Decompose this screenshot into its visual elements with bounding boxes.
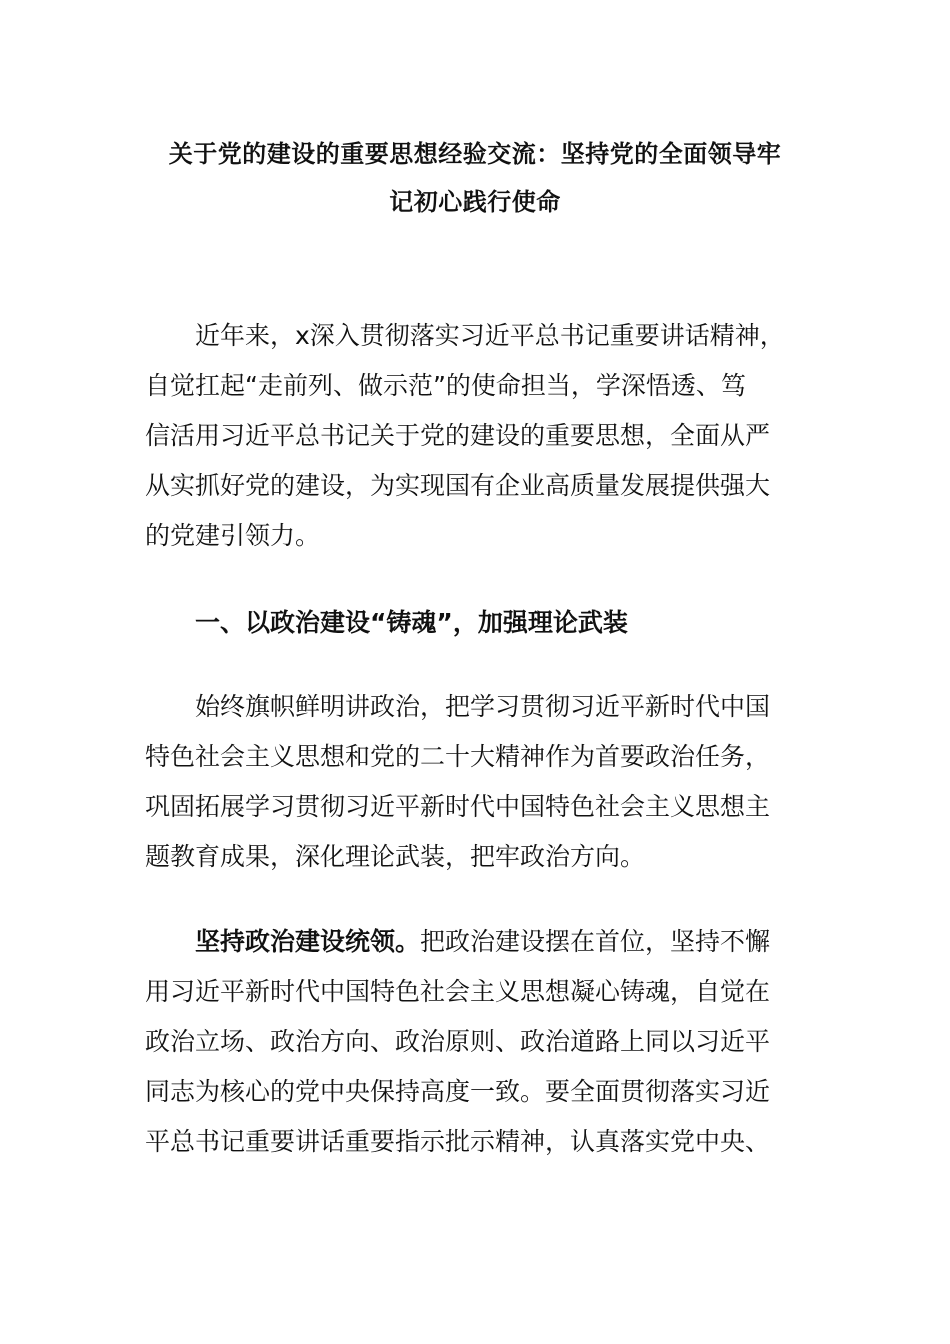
subsection-first-line-rest: 把政治建设摆在首位，坚持不懈 xyxy=(420,927,771,956)
paragraph-line: 始终旗帜鲜明讲政治，把学习贯彻习近平新时代中国 xyxy=(195,692,771,721)
title-line-2: 记初心践行使命 xyxy=(389,188,561,216)
paragraph-line: 平总书记重要讲话重要指示批示精神，认真落实党中央、 xyxy=(145,1127,771,1156)
paragraph-line: 特色社会主义思想和党的二十大精神作为首要政治任务， xyxy=(145,742,771,771)
title-line-1: 关于党的建设的重要思想经验交流：坚持党的全面领导牢 xyxy=(168,140,782,168)
paragraph-line: 同志为核心的党中央保持高度一致。要全面贯彻落实习近 xyxy=(145,1077,771,1106)
section-heading: 一、以政治建设“铸魂”，加强理论武装 xyxy=(195,608,628,637)
paragraph-line: 巩固拓展学习贯彻习近平新时代中国特色社会主义思想主 xyxy=(145,792,771,821)
paragraph-line: 自觉扛起“走前列、做示范”的使命担当，学深悟透、笃 xyxy=(145,371,746,400)
paragraph-line xyxy=(145,917,805,967)
paragraph-line: 信活用习近平总书记关于党的建设的重要思想，全面从严 xyxy=(145,421,771,450)
paragraph-line: 用习近平新时代中国特色社会主义思想凝心铸魂，自觉在 xyxy=(145,977,771,1006)
intro-paragraph xyxy=(145,311,805,561)
paragraph-line: 从实抓好党的建设，为实现国有企业高质量发展提供强大 xyxy=(145,471,771,500)
paragraph-line: 的党建引领力。 xyxy=(145,521,321,550)
subsection-lead: 坚持政治建设统领。 xyxy=(195,927,421,956)
section-paragraph xyxy=(145,682,805,882)
document-title xyxy=(145,130,805,226)
paragraph-line: 政治立场、政治方向、政治原则、政治道路上同以习近平 xyxy=(145,1027,771,1056)
paragraph-line: 题教育成果，深化理论武装，把牢政治方向。 xyxy=(145,842,646,871)
subsection-paragraph xyxy=(145,917,805,1167)
paragraph-line: 近年来，x深入贯彻落实习近平总书记重要讲话精神， xyxy=(195,321,785,350)
